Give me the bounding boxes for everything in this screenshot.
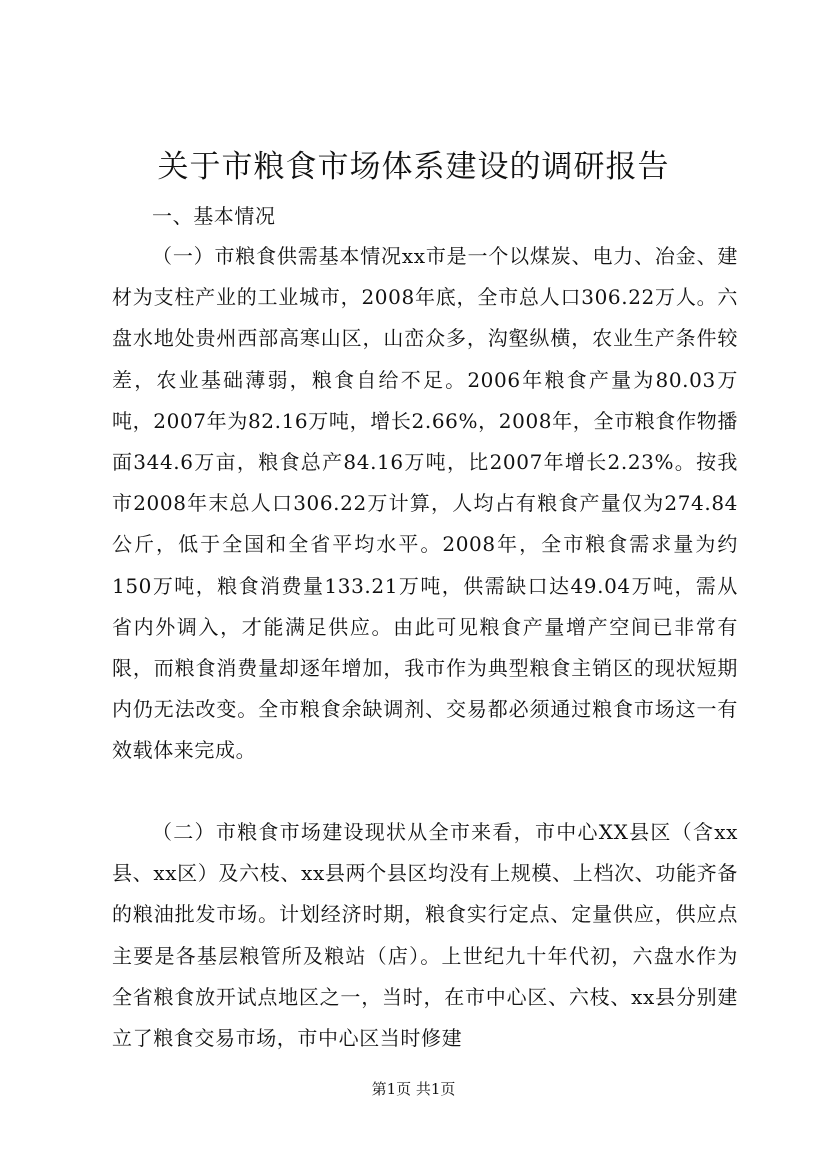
document-title: 关于市粮食市场体系建设的调研报告 [157,149,670,185]
section-heading: 一、基本情况 [152,204,276,228]
paragraph-market-status: （二）市粮食市场建设现状从全市来看，市中心XX县区（含xx县、xx区）及六枝、xx县两个县区均没有上规模、上档次、功能齐备的粮油批发市场。计划经济时期，粮食实行定点、定量供应，供应点主要是各基层粮管所及粮站（店）。上世纪九十年代初，六盘水作为全省粮食放开试点地区之一，当时，在市中心区、六枝、xx县分别建立了粮食交易市场，市中心区当时修建 [112,820,738,1051]
page-footer: 第1页 共1页 [371,1080,456,1098]
paragraph-supply-demand: （一）市粮食供需基本情况xx市是一个以煤炭、电力、冶金、建材为支柱产业的工业城市，2008年底，全市总人口306.22万人。六盘水地处贵州西部高寒山区，山峦众多，沟壑纵横，农业生产条件较差，农业基础薄弱，粮食自给不足。2006年粮食产量为80.03万吨，2007年为82.16万吨，增长2.66%，2008年，全市粮食作物播面344.6万亩，粮食总产84.16万吨，比2007年增长2.23%。按我市2008年末总人口306.22万计算，人均占有粮食产量仅为274.84公斤，低于全国和全省平均水平。2008年，全市粮食需求量为约150万吨，粮食消费量133.21万吨，供需缺口达49.04万吨，需从省内外调入，才能满足供应。由此可见粮食产量增产空间已非常有限，而粮食消费量却逐年增加，我市作为典型粮食主销区的现状短期内仍无法改变。全市粮食余缺调剂、交易都必须通过粮食市场这一有效载体来完成。 [112,244,738,763]
